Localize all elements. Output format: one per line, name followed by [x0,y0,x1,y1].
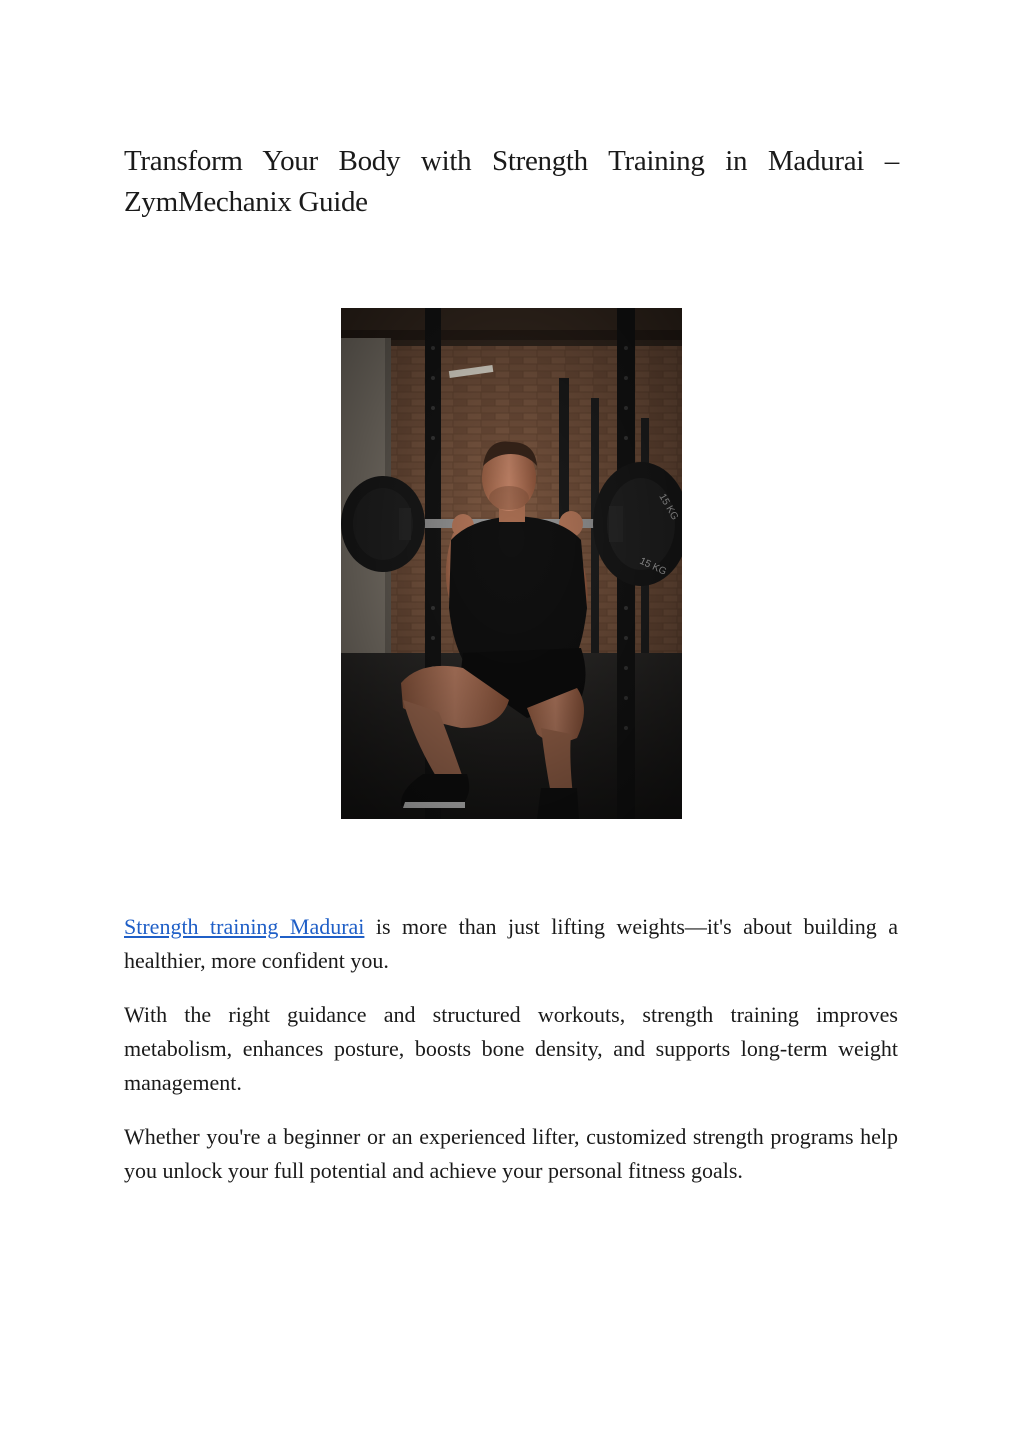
article-body [124,910,898,1208]
paragraph-programs: Whether you're a beginner or an experienced lifter, customized strength programs help you unlock your full potential and achieve your personal fitness goals. [124,1124,898,1183]
hero-image [341,308,682,819]
intro-text: is more than just lifting weights—it's about building a healthier, more confident you. [124,914,898,973]
paragraph-benefits: With the right guidance and structured workouts, strength training improves metabolism, enhances posture, boosts bone density, and supports long-term weight management. [124,1002,898,1095]
intro-paragraph [124,910,898,978]
page-title: Transform Your Body with Strength Training in Madurai – ZymMechanix Guide [124,145,899,218]
strength-training-link[interactable]: Strength training Madurai [124,914,365,939]
